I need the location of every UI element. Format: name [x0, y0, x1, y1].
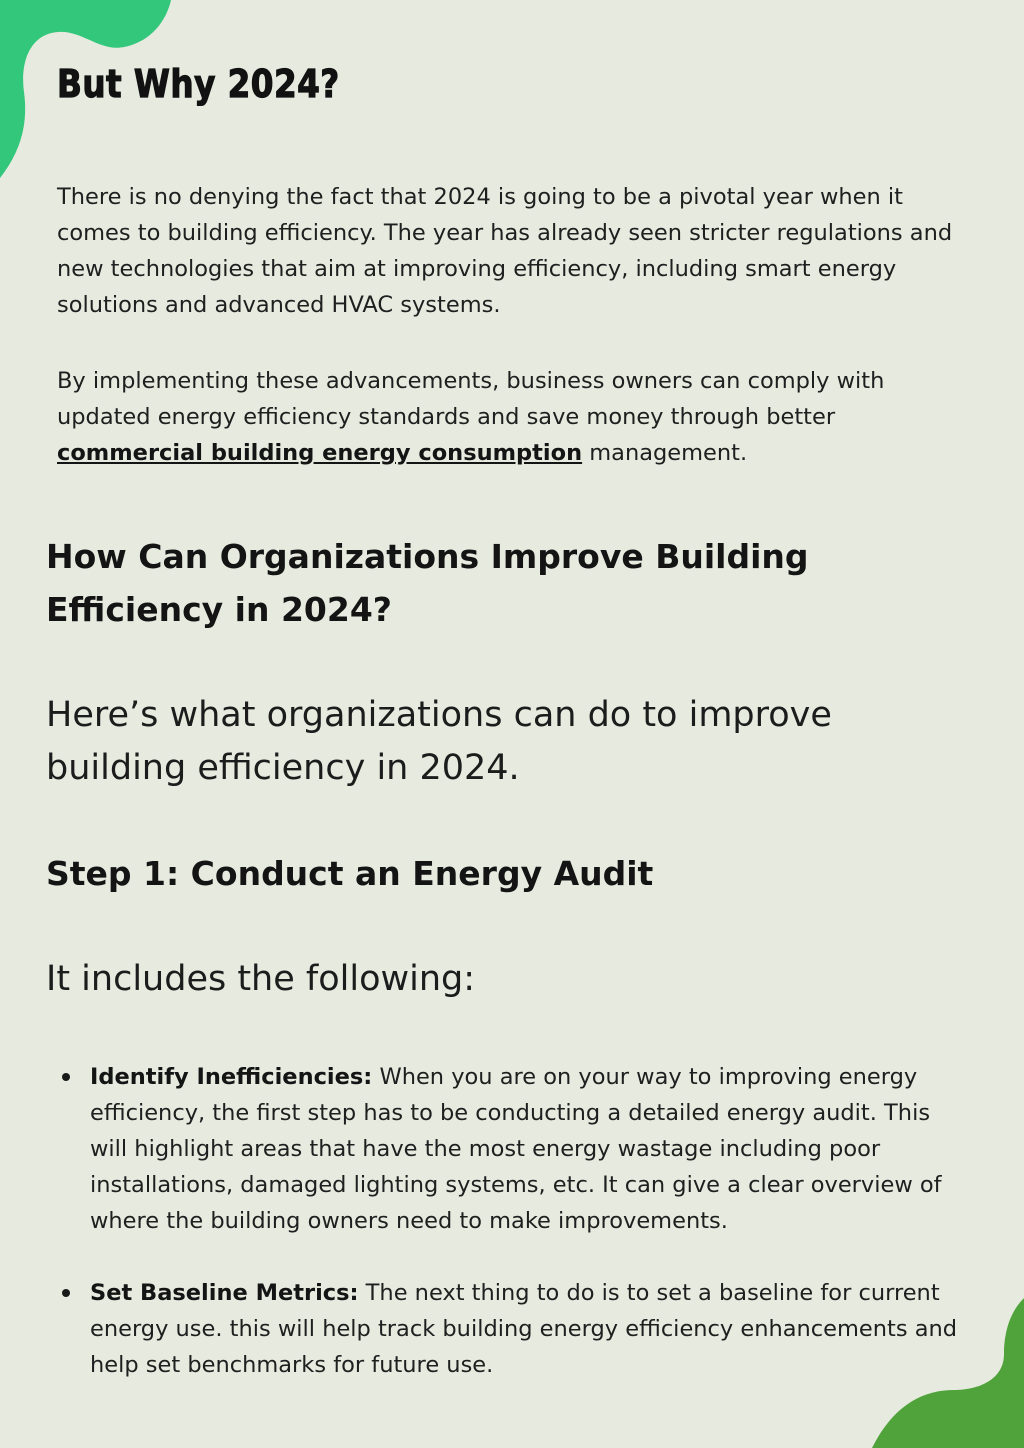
bullet-term: Identify Inefficiencies:	[90, 1064, 373, 1090]
bullet-term: Set Baseline Metrics:	[90, 1280, 359, 1306]
advancements-paragraph	[57, 363, 967, 471]
page-title: But Why 2024?	[57, 62, 340, 106]
bullet-text: When you are on your way to improving energy efficiency, the first step has to be conducting a detailed energy audit. This will highlight areas that have the most energy wastage including poor installations, damaged lighting systems, etc. It can give a clear overview of where the building owners need to make improvements.	[90, 1064, 942, 1234]
lead-step-1: It includes the following:	[46, 959, 476, 999]
list-item	[0, 1059, 970, 1239]
advancements-text-before: By implementing these advancements, business owners can comply with updated energy efficiency standards and save money through better	[57, 368, 885, 430]
lead-improve-efficiency: Here’s what organizations can do to improve building efficiency in 2024.	[46, 695, 832, 788]
intro-paragraph: There is no denying the fact that 2024 is going to be a pivotal year when it comes to building efficiency. The year has already seen stricter regulations and new technologies that aim at improving efficiency, including smart energy solutions and advanced HVAC systems.	[57, 184, 953, 318]
bullet-dot-icon	[62, 1289, 70, 1297]
decorative-blob-bottom	[854, 1298, 1024, 1448]
heading-improve-efficiency: How Can Organizations Improve Building Efficiency in 2024?	[46, 537, 809, 629]
bullet-text: The next thing to do is to set a baseline for current energy use. this will help track building energy efficiency enhancements and help set benchmarks for future use.	[90, 1280, 958, 1378]
bullet-dot-icon	[62, 1073, 70, 1081]
advancements-text-after: management.	[582, 440, 748, 466]
commercial-energy-consumption-link[interactable]: commercial building energy consumption	[57, 440, 583, 466]
list-item	[0, 1275, 970, 1383]
heading-step-1: Step 1: Conduct an Energy Audit	[46, 854, 654, 893]
